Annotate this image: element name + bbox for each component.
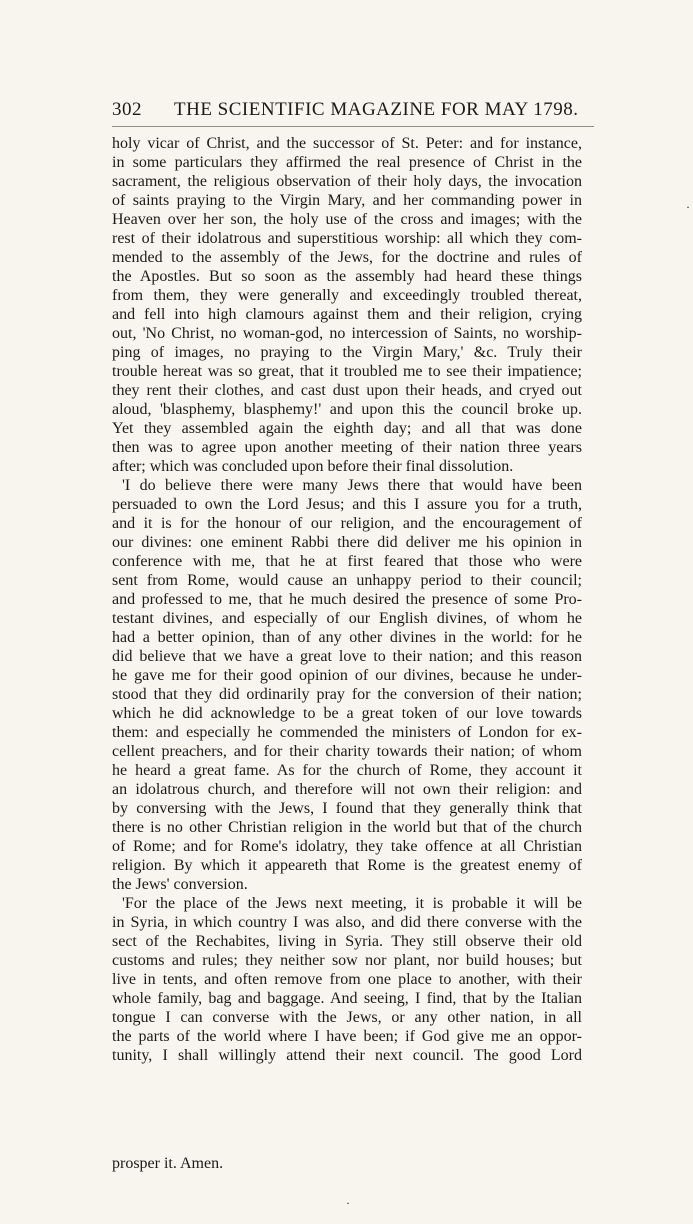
text-line: he heard a great fame. As for the church of Rome, they account it — [112, 762, 582, 779]
text-line: cellent preachers, and for their charity towards their nation; of whom — [112, 743, 582, 760]
text-line: tongue I can converse with the Jews, or any other nation, in all — [112, 1009, 582, 1026]
text-line: rest of their idolatrous and superstitious worship: all which they com- — [112, 230, 582, 247]
text-line: tunity, I shall willingly attend their next council. The good Lord — [112, 1047, 582, 1064]
text-line: did believe that we have a great love to their nation; and this reason — [112, 648, 582, 665]
text-line: an idolatrous church, and therefore will not own their religion: and — [112, 781, 582, 798]
foot-mark: · — [346, 1196, 350, 1210]
text-line: there is no other Christian religion in the world but that of the church — [112, 819, 582, 836]
margin-mark: · — [686, 200, 690, 214]
text-line: in Syria, in which country I was also, and did there converse with the — [112, 914, 582, 931]
text-line: Heaven over her son, the holy use of the cross and images; with the — [112, 211, 582, 228]
text-line: 'For the place of the Jews next meeting, it is probable it will be — [122, 895, 582, 912]
text-line: after; which was concluded upon before their final dissolution. — [112, 458, 514, 475]
text-line: he gave me for their good opinion of our divines, because he under- — [112, 667, 582, 684]
text-line: live in tents, and often remove from one place to another, with their — [112, 971, 582, 988]
text-line: and fell into high clamours against them and their religion, crying — [112, 306, 582, 323]
article-body — [112, 134, 582, 1065]
text-line: the Apostles. But so soon as the assembly had heard these things — [112, 268, 582, 285]
text-line: aloud, 'blasphemy, blasphemy!' and upon this the council broke up. — [112, 401, 582, 418]
text-line: and professed to me, that he much desired the presence of some Pro- — [112, 591, 582, 608]
text-line: of saints praying to the Virgin Mary, and her commanding power in — [112, 192, 582, 209]
text-line: which he did acknowledge to be a great token of our love towards — [112, 705, 582, 722]
text-line: Yet they assembled again the eighth day; and all that was done — [112, 420, 582, 437]
text-line: mended to the assembly of the Jews, for the doctrine and rules of — [112, 249, 582, 266]
text-line: the Jews' conversion. — [112, 876, 248, 893]
text-line: persuaded to own the Lord Jesus; and this I assure you for a truth, — [112, 496, 582, 513]
text-line: stood that they did ordinarily pray for the conversion of their nation; — [112, 686, 582, 703]
text-line: of Rome; and for Rome's idolatry, they take offence at all Christian — [112, 838, 582, 855]
text-line: sect of the Rechabites, living in Syria. They still observe their old — [112, 933, 582, 950]
text-line: 'I do believe there were many Jews there that would have been — [122, 477, 582, 494]
text-line: our divines: one eminent Rabbi there did deliver me his opinion in — [112, 534, 582, 551]
text-line: trouble hereat was so great, that it troubled me to see their impatience; — [112, 363, 582, 380]
text-line: ping of images, no praying to the Virgin Mary,' &c. Truly their — [112, 344, 582, 361]
text-line: by conversing with the Jews, I found that they generally think that — [112, 800, 582, 817]
text-line: sent from Rome, would cause an unhappy period to their council; — [112, 572, 582, 589]
text-line: testant divines, and especially of our English divines, of whom he — [112, 610, 582, 627]
text-line: holy vicar of Christ, and the successor of St. Peter: and for instance, — [112, 135, 582, 152]
text-line: then was to agree upon another meeting of their nation three years — [112, 439, 582, 456]
text-line: out, 'No Christ, no woman-god, no intercession of Saints, no worship- — [112, 325, 582, 342]
text-line: and it is for the honour of our religion, and the encouragement of — [112, 515, 582, 532]
page-number: 302 — [112, 99, 142, 120]
text-line: them: and especially he commended the ministers of London for ex- — [112, 724, 582, 741]
text-line: had a better opinion, than of any other divines in the world: for he — [112, 629, 582, 646]
running-title: THE SCIENTIFIC MAGAZINE FOR MAY 1798. — [174, 99, 579, 120]
text-line: conference with me, that he at first feared that those who were — [112, 553, 582, 570]
running-head — [112, 96, 594, 124]
text-line: customs and rules; they neither sow nor plant, nor build houses; but — [112, 952, 582, 969]
text-line: sacrament, the religious observation of their holy days, the invocation — [112, 173, 582, 190]
text-line: they rent their clothes, and cast dust upon their heads, and cryed out — [112, 382, 582, 399]
text-line: in some particulars they affirmed the real presence of Christ in the — [112, 154, 582, 171]
text-line: from them, they were generally and exceedingly troubled thereat, — [112, 287, 582, 304]
header-rule — [112, 126, 594, 127]
text-line: whole family, bag and baggage. And seeing, I find, that by the Italian — [112, 990, 582, 1007]
text-line: religion. By which it appeareth that Rome is the greatest enemy of — [112, 857, 582, 874]
closing-line: prosper it. Amen. — [112, 1155, 224, 1172]
text-line: the parts of the world where I have been; if God give me an oppor- — [112, 1028, 582, 1045]
